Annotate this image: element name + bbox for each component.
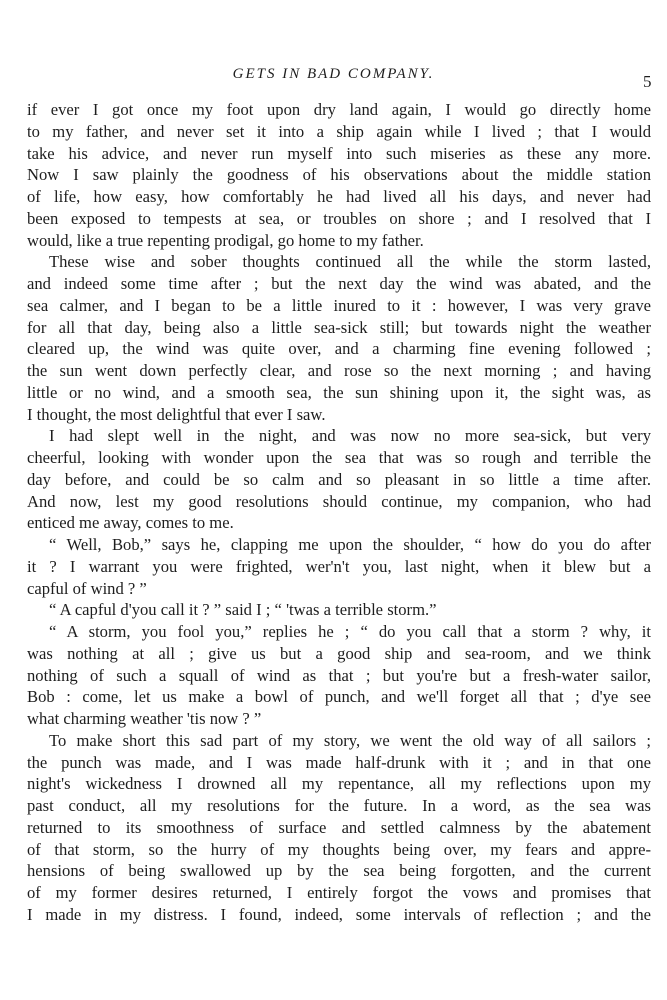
text-line: I thought, the most delightful that ever I saw. — [27, 404, 326, 424]
text-line: to my father, and never set it into a ship again while I lived ; that I would — [27, 121, 651, 141]
text-line: would, like a true repenting prodigal, go home to my father. — [27, 230, 424, 250]
text-line: of that storm, so the hurry of my thoughts being over, my fears and appre- — [27, 839, 651, 859]
text-line: nothing of such a squall of wind as that ; but you're but a fresh-water sailor, — [27, 665, 651, 685]
text-line: the sun went down perfectly clear, and rose so the next morning ; and having — [27, 361, 651, 380]
text-line: past conduct, all my resolutions for the future. In a word, as the sea was — [27, 796, 651, 815]
text-line: day before, and could be so calm and so pleasant in so little a time after. — [27, 469, 651, 489]
text-line: returned to its smoothness of surface and settled calmness by the abatement — [27, 817, 651, 837]
text-line: it ? I warrant you were frighted, wer'n't you, last night, when it blew but a — [27, 556, 651, 576]
text-line: night's wickedness I drowned all my repentance, all my reflections upon my — [27, 774, 651, 794]
text-line: capful of wind ? ” — [27, 578, 147, 598]
text-line: I made in my distress. I found, indeed, some intervals of reflection ; and the — [27, 904, 651, 924]
text-line: and indeed some time after ; but the next day the wind was abated, and the — [27, 274, 651, 293]
text-line: cheerful, looking with wonder upon the sea that was so rough and terrible the — [27, 448, 651, 467]
text-line: sea calmer, and I began to be a little inured to it : however, I was very grave — [27, 295, 651, 315]
text-line: little or no wind, and a smooth sea, the sun shining upon it, the sight was, as — [27, 382, 651, 402]
text-line: To make short this sad part of my story, we went the old way of all sailors ; — [49, 730, 651, 750]
text-line: take his advice, and never run myself into such miseries as these any more. — [27, 143, 651, 163]
text-line: of my former desires returned, I entirely forgot the vows and promises that — [27, 883, 651, 902]
text-line: These wise and sober thoughts continued all the while the storm lasted, — [49, 252, 651, 272]
text-line: was nothing at all ; give us but a good ship and sea-room, and we think — [27, 643, 651, 663]
text-line: what charming weather 'tis now ? ” — [27, 709, 262, 728]
running-title: GETS IN BAD COMPANY. — [232, 66, 435, 82]
text-line: enticed me away, comes to me. — [27, 513, 234, 533]
text-line: for all that day, being also a little sea-sick still; but towards night the weather — [27, 317, 651, 337]
text-line: Now I saw plainly the goodness of his observations about the middle station — [27, 165, 651, 185]
text-line: “ Well, Bob,” says he, clapping me upon the shoulder, “ how do you do after — [49, 535, 651, 554]
text-line: I had slept well in the night, and was now no more sea-sick, but very — [49, 426, 651, 446]
text-line: if ever I got once my foot upon dry land again, I would go directly home — [27, 100, 651, 119]
text-line: Bob : come, let us make a bowl of punch, and we'll forget all that ; d'ye see — [27, 687, 651, 707]
text-line: “ A storm, you fool you,” replies he ; “ do you call that a storm ? why, it — [49, 622, 651, 641]
text-line: And now, lest my good resolutions should continue, my companion, who had — [27, 491, 651, 511]
text-line: been exposed to tempests at sea, or troubles on shore ; and I resolved that I — [27, 208, 651, 228]
text-line: cleared up, the wind was quite over, and a charming fine evening followed ; — [27, 339, 651, 359]
text-line: “ A capful d'you call it ? ” said I ; “ 'twas a terrible storm.” — [49, 600, 437, 620]
text-line: the punch was made, and I was made half-drunk with it ; and in that one — [27, 752, 651, 772]
text-line: of life, how easy, how comfortably he had lived all his days, and never had — [27, 187, 651, 206]
body-text — [27, 99, 651, 926]
page-number: 5 — [643, 72, 652, 91]
text-line: hensions of being swallowed up by the sea being forgotten, and the current — [27, 861, 651, 881]
